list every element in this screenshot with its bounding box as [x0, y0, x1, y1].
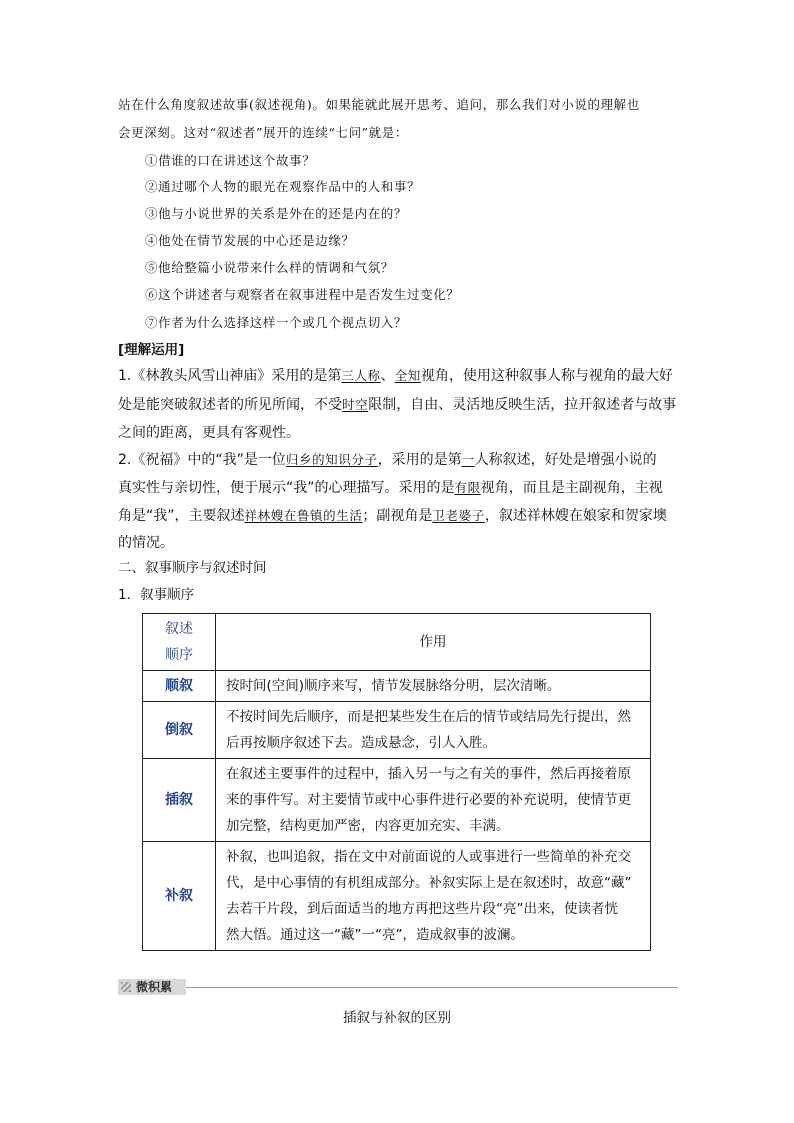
item2-answer-identity: 归乡的知识分子 — [285, 452, 378, 467]
section-2-title: 二、叙事顺序与叙述时间 — [118, 560, 267, 576]
item1-text-d: 处是能突破叙述者的所见所闻，不受 — [118, 397, 342, 413]
item2-text-f: 角是“我”，主要叙述 — [118, 508, 245, 524]
question-7: ⑦作者为什么选择这样一个或几个视点切入？ — [145, 315, 408, 330]
item1-line-1 — [118, 366, 673, 386]
table-header-use: 作用 — [216, 614, 651, 671]
item2-line-3 — [118, 506, 667, 526]
row-line: 去若干片段，到后面适当的地方再把这些片段“亮”出来，使读者恍 — [226, 901, 618, 917]
item2-text-a: 2.《祝福》中的“我”是一位 — [118, 452, 286, 468]
subsection-1-title: 1．叙事顺序 — [118, 587, 195, 603]
item2-answer-person: 一 — [461, 452, 475, 467]
row-line: 补叙，也叫追叙，指在文中对前面说的人或事进行一些简单的补充交 — [226, 849, 631, 865]
item2-line-1 — [118, 450, 657, 470]
row-line: 来的事件写。对主要情节或中心事件进行必要的补充说明，使情节更 — [226, 792, 631, 808]
row-line: 在叙述主要事件的过程中，插入另一与之有关的事件，然后再接着原 — [226, 766, 631, 782]
question-6: ⑥这个讲述者与观察者在叙事进程中是否发生过变化？ — [145, 287, 460, 302]
item2-text-h: ，叙述祥林嫂在娘家和贺家墺 — [484, 508, 667, 524]
row-content-buxu — [216, 842, 651, 951]
table-header-order — [143, 614, 216, 671]
item1-line-2 — [118, 395, 676, 415]
row-line: 然大悟。通过这一“藏”一“亮”，造成叙事的波澜。 — [226, 927, 524, 943]
table-row — [143, 671, 651, 702]
row-content-shunxu — [216, 671, 651, 702]
item2-answer-view: 有限 — [454, 480, 481, 495]
table-header-row — [143, 614, 651, 671]
table-row — [143, 759, 651, 842]
item2-line-4: 的情况。 — [118, 535, 174, 551]
section-label: [理解运用] — [118, 342, 185, 358]
item1-text-a: 1.《林教头风雪山神庙》采用的是第 — [118, 368, 342, 384]
question-3: ③他与小说世界的关系是外在的还是内在的？ — [145, 206, 408, 221]
item2-text-c: 人称叙述，好处是增强小说的 — [474, 452, 657, 468]
divider — [186, 987, 678, 988]
item1-answer-limit: 时空 — [342, 397, 369, 412]
row-label-buxu: 补叙 — [143, 842, 216, 951]
question-5: ⑤他给整篇小说带来什么样的情调和气氛？ — [145, 260, 394, 275]
row-line: 后再按顺序叙述下去。造成悬念，引人入胜。 — [226, 735, 496, 751]
intro-line-1: 站在什么角度叙述故事(叙述视角)。如果能就此展开思考、追问，那么我们对小说的理解也 — [118, 97, 640, 112]
row-label-daoxu: 倒叙 — [143, 702, 216, 759]
row-content-chaxu — [216, 759, 651, 842]
item2-text-g: ；副视角是 — [362, 508, 433, 524]
row-line: 不按时间先后顺序，而是把某些发生在后的情节或结局先行提出，然 — [226, 709, 631, 725]
table-row — [143, 702, 651, 759]
narrative-order-table — [142, 613, 651, 951]
row-label-chaxu: 插叙 — [143, 759, 216, 842]
item2-text-e: 视角，而且是主副视角，主视 — [480, 480, 663, 496]
item1-answer-person: 三人称 — [341, 368, 381, 383]
row-line: 代，是中心事情的有机组成部分。补叙实际上是在叙述时，故意“藏” — [226, 875, 632, 891]
row-content-daoxu — [216, 702, 651, 759]
row-label-shunxu: 顺叙 — [143, 671, 216, 702]
intro-line-2: 会更深刻。这对“叙述者”展开的连续“七问”就是： — [118, 125, 408, 140]
question-1: ①借谁的口在讲述这个故事？ — [145, 153, 316, 168]
micro-accumulation-tag: 微积累 — [118, 979, 186, 995]
item1-line-3: 之间的距离，更具有客观性。 — [118, 425, 300, 441]
micro-accumulation-bar — [118, 979, 678, 995]
table-header-order-line-1: 叙述 — [165, 621, 193, 637]
item2-answer-sub: 卫老婆子 — [432, 508, 485, 523]
question-4: ④他处在情节发展的中心还是边缘？ — [145, 233, 355, 248]
table-row — [143, 842, 651, 951]
row-line: 按时间(空间)顺序来写，情节发展脉络分明，层次清晰。 — [226, 678, 561, 694]
item2-answer-main: 祥林嫂在鲁镇的生活 — [244, 508, 363, 523]
row-line: 加完整，结构更加严密，内容更加充实、丰满。 — [226, 818, 510, 834]
item2-text-b: ，采用的是第 — [377, 452, 462, 468]
question-2: ②通过哪个人物的眼光在观察作品中的人和事？ — [145, 179, 421, 194]
item1-text-b: 、 — [380, 368, 395, 384]
item1-answer-view: 全知 — [394, 368, 421, 383]
item2-line-2 — [118, 478, 663, 498]
item1-text-e: 限制，自由、灵活地反映生活，拉开叙述者与故事 — [368, 397, 677, 413]
table-header-order-line-2: 顺序 — [165, 647, 193, 663]
bottom-title: 插叙与补叙的区别 — [343, 1010, 451, 1026]
item2-text-d: 真实性与亲切性，便于展示“我”的心理描写。采用的是 — [118, 480, 455, 496]
item1-text-c: 视角，使用这种叙事人称与视角的最大好 — [420, 368, 673, 384]
